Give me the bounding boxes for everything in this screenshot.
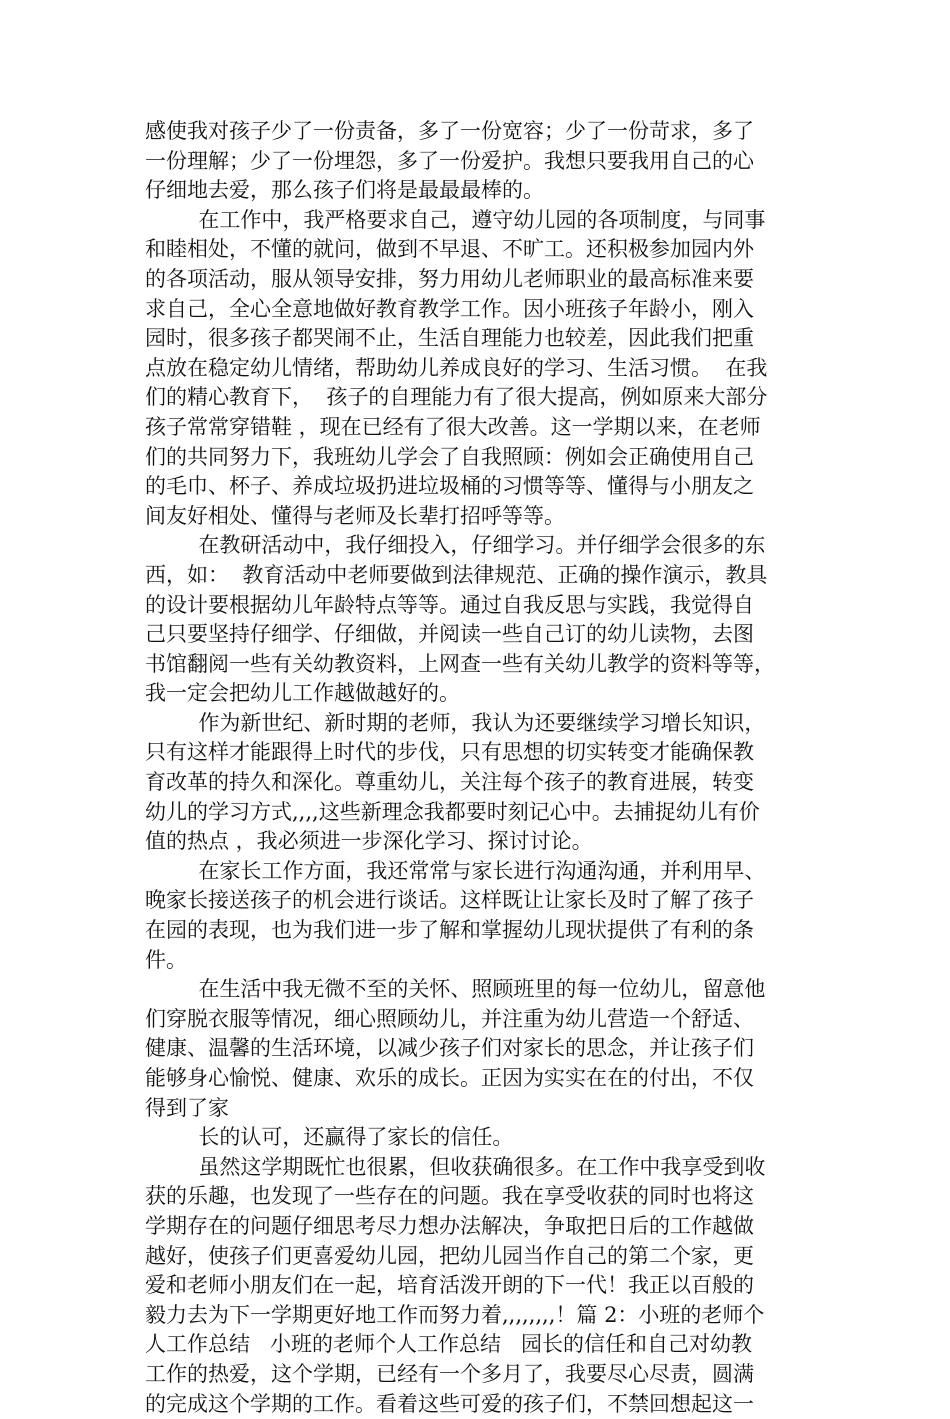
text-line: 长的认可，还赢得了家长的信任。 [145,1125,514,1150]
text-line: 爱和老师小朋友们在一起，培育活泼开朗的下一代！我正以百般的 [145,1273,754,1298]
text-line: 的设计要根据幼儿年龄特点等等。通过自我反思与实践，我觉得自 [145,592,754,617]
text-line: 人工作总结 小班的老师个人工作总结 园长的信任和自己对幼教 [145,1332,753,1357]
text-line: 我一定会把幼儿工作越做越好的。 [145,681,460,706]
text-line: 书馆翻阅一些有关幼教资料，上网查一些有关幼儿教学的资料等等， [145,651,775,676]
text-line: 在教研活动中，我仔细投入，仔细学习。并仔细学会很多的东 [145,533,766,558]
text-line: 工作的热爱，这个学期，已经有一个多月了，我要尽心尽责，圆满 [145,1361,754,1386]
text-line: 虽然这学期既忙也很累，但收获确很多。在工作中我享受到收 [145,1154,766,1179]
text-line: 在家长工作方面，我还常常与家长进行沟通沟通，并利用早、 [145,858,766,883]
text-line: 西，如： 教育活动中老师要做到法律规范、正确的操作演示，教具 [145,562,768,587]
text-line: 晚家长接送孩子的机会进行谈话。这样既让让家长及时了解了孩子 [145,888,754,913]
text-line: 毅力去为下一学期更好地工作而努力着,,,,,,,,！篇 2：小班的老师个 [145,1302,765,1327]
text-line: 一份理解；少了一份埋怨，多了一份爱护。我想只要我用自己的心 [145,148,754,173]
text-line: 们穿脱衣服等情况，细心照顾幼儿，并注重为幼儿营造一个舒适、 [145,1006,754,1031]
text-line: 值的热点 ，我必须进一步深化学习、探讨讨论。 [145,829,593,854]
text-line: 在生活中我无微不至的关怀、照顾班里的每一位幼儿，留意他 [145,977,766,1002]
text-line: 健康、温馨的生活环境，以减少孩子们对家长的思念，并让孩子们 [145,1036,754,1061]
text-line: 在园的表现，也为我们进一步了解和掌握幼儿现状提供了有利的条 [145,918,754,943]
text-line: 己只要坚持仔细学、仔细做，并阅读一些自己订的幼儿读物，去图 [145,622,754,647]
text-line: 们的精心教育下， 孩子的自理能力有了很大提高，例如原来大部分 [145,385,768,410]
text-line: 感使我对孩子少了一份责备，多了一份宽容；少了一份苛求，多了 [145,119,754,143]
text-line: 的毛巾、杯子、养成垃圾扔进垃圾桶的习惯等等、懂得与小朋友之 [145,474,754,499]
text-line: 件。 [145,947,187,972]
text-line: 幼儿的学习方式,,,,这些新理念我都要时刻记心中。去捕捉幼儿有价 [145,799,760,824]
body-text [145,117,815,1419]
text-line: 育改革的持久和深化。尊重幼儿，关注每个孩子的教育进展，转变 [145,770,754,795]
text-line: 们的共同努力下，我班幼儿学会了自我照顾：例如会正确使用自己 [145,444,754,469]
text-line: 获的乐趣，也发现了一些存在的问题。我在享受收获的同时也将这 [145,1184,754,1209]
text-line: 在工作中，我严格要求自己，遵守幼儿园的各项制度，与同事 [145,207,766,232]
text-line: 越好，使孩子们更喜爱幼儿园，把幼儿园当作自己的第二个家，更 [145,1243,754,1268]
text-line: 间友好相处、懂得与老师及长辈打招呼等等。 [145,503,565,528]
text-line: 的各项活动，服从领导安排，努力用幼儿老师职业的最高标准来要 [145,266,754,291]
text-line: 学期存在的问题仔细思考尽力想办法解决，争取把日后的工作越做 [145,1213,754,1238]
text-line: 的完成这个学期的工作。看着这些可爱的孩子们，不禁回想起这一 [145,1391,754,1416]
text-line: 仔细地去爱，那么孩子们将是最最最棒的。 [145,178,544,203]
text-line: 和睦相处，不懂的就问，做到不早退、不旷工。还积极参加园内外 [145,237,754,262]
text-line: 作为新世纪、新时期的老师，我认为还要继续学习增长知识， [145,710,766,735]
text-line: 只有这样才能跟得上时代的步伐，只有思想的切实转变才能确保教 [145,740,754,765]
text-line: 园时，很多孩子都哭闹不止，生活自理能力也较差，因此我们把重 [145,326,754,351]
text-line: 孩子常常穿错鞋 ，现在已经有了很大改善。这一学期以来，在老师 [145,414,761,439]
text-line: 能够身心愉悦、健康、欢乐的成长。正因为实实在在的付出，不仅 [145,1066,754,1090]
text-line: 求自己，全心全意地做好教育教学工作。因小班孩子年龄小，刚入 [145,296,754,321]
text-line: 点放在稳定幼儿情绪，帮助幼儿养成良好的学习、生活习惯。 在我 [145,355,768,380]
text-line: 得到了家 [145,1095,229,1120]
